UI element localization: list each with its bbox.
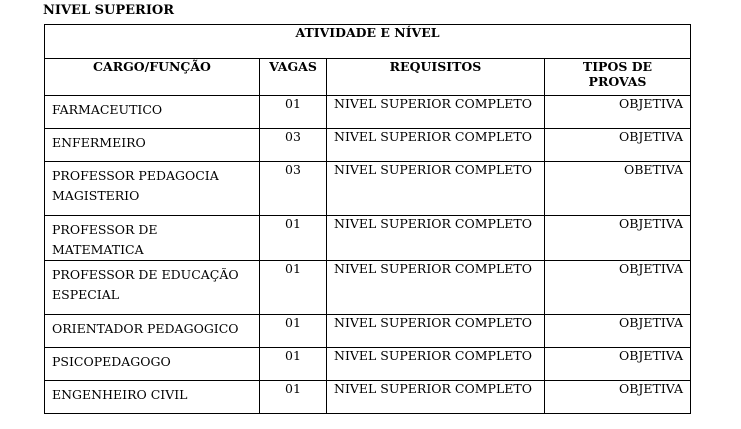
cargo-line: ORIENTADOR PEDAGOGICO bbox=[52, 321, 239, 336]
cell-vagas: 01 bbox=[260, 315, 327, 348]
cell-requisitos: NIVEL SUPERIOR COMPLETO bbox=[327, 216, 545, 261]
cell-provas: OBJETIVA bbox=[545, 96, 691, 129]
cell-requisitos: NIVEL SUPERIOR COMPLETO bbox=[327, 129, 545, 162]
table-header-row bbox=[45, 59, 691, 96]
cell-requisitos: NIVEL SUPERIOR COMPLETO bbox=[327, 96, 545, 129]
positions-table bbox=[44, 24, 691, 414]
cell-requisitos: NIVEL SUPERIOR COMPLETO bbox=[327, 315, 545, 348]
cell-provas: OBJETIVA bbox=[545, 315, 691, 348]
cell-cargo bbox=[45, 216, 260, 261]
cargo-line: PSICOPEDAGOGO bbox=[52, 354, 171, 369]
cell-provas: OBJETIVA bbox=[545, 216, 691, 261]
table-row bbox=[45, 261, 691, 315]
section-title: NIVEL SUPERIOR bbox=[43, 3, 175, 18]
table-row bbox=[45, 315, 691, 348]
table-row bbox=[45, 381, 691, 414]
table-row bbox=[45, 96, 691, 129]
cell-requisitos: NIVEL SUPERIOR COMPLETO bbox=[327, 348, 545, 381]
cell-cargo bbox=[45, 261, 260, 315]
table-row bbox=[45, 129, 691, 162]
table-row bbox=[45, 162, 691, 216]
cell-requisitos: NIVEL SUPERIOR COMPLETO bbox=[327, 381, 545, 414]
cell-cargo bbox=[45, 96, 260, 129]
cell-vagas: 01 bbox=[260, 261, 327, 315]
cargo-line: FARMACEUTICO bbox=[52, 102, 163, 117]
table-row bbox=[45, 348, 691, 381]
table-caption: ATIVIDADE E NÍVEL bbox=[45, 25, 691, 59]
cargo-line: ESPECIAL bbox=[52, 287, 120, 302]
cargo-line: MAGISTERIO bbox=[52, 188, 140, 203]
cargo-line: PROFESSOR DE EDUCAÇÃO bbox=[52, 267, 239, 282]
header-cargo: CARGO/FUNÇÃO bbox=[45, 59, 260, 96]
cell-vagas: 01 bbox=[260, 96, 327, 129]
cell-vagas: 01 bbox=[260, 381, 327, 414]
cell-provas: OBJETIVA bbox=[545, 261, 691, 315]
table-row bbox=[45, 216, 691, 261]
cell-vagas: 03 bbox=[260, 129, 327, 162]
cell-cargo bbox=[45, 381, 260, 414]
cell-provas: OBJETIVA bbox=[545, 348, 691, 381]
cell-provas: OBETIVA bbox=[545, 162, 691, 216]
cell-provas: OBJETIVA bbox=[545, 381, 691, 414]
header-vagas: VAGAS bbox=[260, 59, 327, 96]
cell-cargo bbox=[45, 162, 260, 216]
cell-cargo bbox=[45, 129, 260, 162]
cell-provas: OBJETIVA bbox=[545, 129, 691, 162]
cell-requisitos: NIVEL SUPERIOR COMPLETO bbox=[327, 261, 545, 315]
table-caption-row bbox=[45, 25, 691, 59]
cell-requisitos: NIVEL SUPERIOR COMPLETO bbox=[327, 162, 545, 216]
cargo-line: ENFERMEIRO bbox=[52, 135, 146, 150]
cell-vagas: 01 bbox=[260, 216, 327, 261]
cargo-line: ENGENHEIRO CIVIL bbox=[52, 387, 188, 402]
cargo-line: PROFESSOR DE MATEMATICA bbox=[52, 222, 158, 257]
cargo-line: PROFESSOR PEDAGOCIA bbox=[52, 168, 219, 183]
cell-cargo bbox=[45, 348, 260, 381]
header-requisitos: REQUISITOS bbox=[327, 59, 545, 96]
header-provas: TIPOS DE PROVAS bbox=[545, 59, 691, 96]
cell-vagas: 03 bbox=[260, 162, 327, 216]
cell-vagas: 01 bbox=[260, 348, 327, 381]
cell-cargo bbox=[45, 315, 260, 348]
